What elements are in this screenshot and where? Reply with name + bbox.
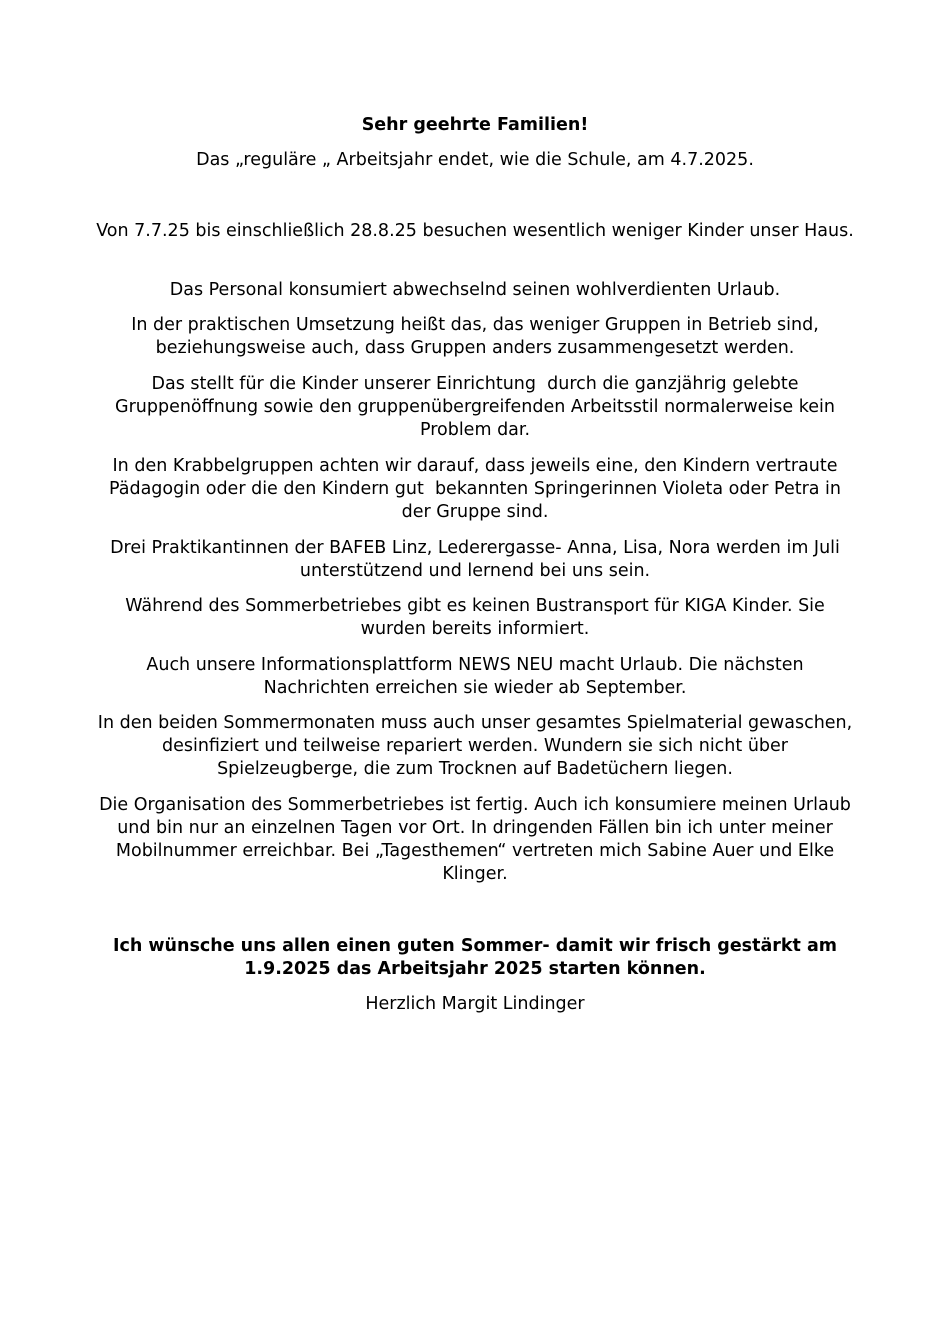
paragraph-staff-vacation: Das Personal konsumiert abwechselnd seinen wohlverdienten Urlaub. — [169, 280, 781, 300]
signature: Herzlich Margit Lindinger — [365, 994, 585, 1014]
letter-greeting: Sehr geehrte Familien! — [361, 115, 589, 135]
paragraph-work-year-end: Das „reguläre „ Arbeitsjahr endet, wie die Schule, am 4.7.2025. — [196, 150, 754, 170]
paragraph-bus-transport: Während des Sommerbetriebes gibt es keinen Bustransport für KIGA Kinder. Sie wurden bereits informiert. — [125, 596, 825, 639]
paragraph-news-platform: Auch unsere Informationsplattform NEWS NEU macht Urlaub. Die nächsten Nachrichten erreichen sie wieder ab September. — [146, 655, 804, 698]
paragraph-group-opening: Das stellt für die Kinder unserer Einrichtung durch die ganzjährig gelebte Gruppenöffnung sowie den gruppenübergreifenden Arbeitsstil normalerweise kein Problem dar. — [115, 374, 841, 440]
closing-wish: Ich wünsche uns allen einen guten Sommer- damit wir frisch gestärkt am 1.9.2025 das Arbeitsjahr 2025 starten können. — [112, 936, 838, 979]
paragraph-organisation: Die Organisation des Sommerbetriebes ist fertig. Auch ich konsumiere meinen Urlaub und bin nur an einzelnen Tagen vor Ort. In dringenden Fällen bin ich unter meiner Mobilnummer erreichbar. Bei „Tagesthemen“ vertreten mich Sabine Auer und Elke Klinger. — [99, 795, 851, 884]
paragraph-summer-attendance: Von 7.7.25 bis einschließlich 28.8.25 besuchen wesentlich weniger Kinder unser Haus. — [96, 221, 854, 241]
paragraph-interns: Drei Praktikantinnen der BAFEB Linz, Lederergasse- Anna, Lisa, Nora werden im Juli unterstützend und lernend bei uns sein. — [110, 538, 840, 581]
paragraph-crawling-groups: In den Krabbelgruppen achten wir darauf, dass jeweils eine, den Kindern vertraute Pädagogin oder die den Kindern gut bekannten Springerinnen Violeta oder Petra in der Gruppe sind. — [108, 456, 847, 522]
paragraph-toy-cleaning: In den beiden Sommermonaten muss auch unser gesamtes Spielmaterial gewaschen, desinfiziert und teilweise repariert werden. Wundern sie sich nicht über Spielzeugberge, die zum Trocknen auf Badetüchern liegen. — [97, 713, 853, 779]
paragraph-group-changes: In der praktischen Umsetzung heißt das, das weniger Gruppen in Betrieb sind, beziehungsweise auch, dass Gruppen anders zusammengesetzt werden. — [131, 315, 819, 358]
